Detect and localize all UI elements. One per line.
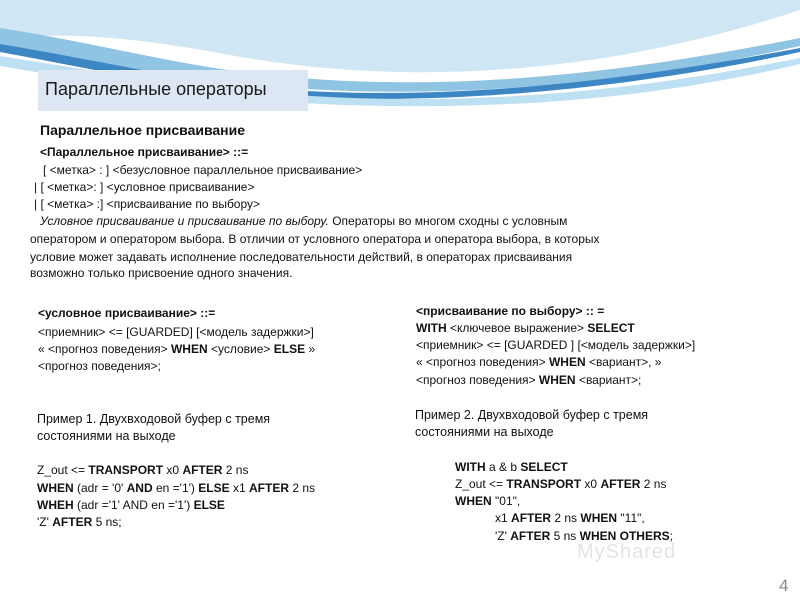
right-code-2-b: x0 xyxy=(584,477,598,491)
right-code-5-kw1: AFTER xyxy=(510,529,551,543)
grammar-line-1: <Параллельное присваивание> ::= xyxy=(40,145,249,159)
left-code-1-kw1: TRANSPORT xyxy=(88,463,164,477)
left-code-1-a: Z_out <= xyxy=(37,463,86,477)
left-code-4-kw: AFTER xyxy=(52,515,93,529)
left-syntax-line-4 xyxy=(38,358,161,374)
right-code-5-kw2: WHEN OTHERS xyxy=(579,529,670,543)
left-code-line-2 xyxy=(37,480,315,496)
left-syntax-op: ::= xyxy=(200,306,216,320)
right-code-5-c: ; xyxy=(669,529,673,543)
right-s4-when: WHEN xyxy=(548,355,586,369)
description-line-4: возможно только присвоение одного значения. xyxy=(30,266,293,280)
left-s2-a: <приемник> xyxy=(38,325,106,339)
right-code-3-kw: WHEN xyxy=(455,494,492,508)
left-syntax-line-3 xyxy=(38,341,315,357)
description-line-2: оператором и оператором выбора. В отличии от условного оператора и оператора выбора, в которых xyxy=(30,232,600,246)
left-code-3-kw1: WHEH xyxy=(37,498,74,512)
description-line-1 xyxy=(40,213,567,229)
right-code-2-c: 2 ns xyxy=(643,477,667,491)
right-s2-kw2: SELECT xyxy=(587,321,635,335)
right-s3-b: <= [GUARDED ] [ xyxy=(486,338,581,352)
watermark: MyShared xyxy=(577,541,677,563)
right-s4-b: <прогноз поведения> xyxy=(426,355,546,369)
right-syntax-op: :: = xyxy=(585,304,605,318)
left-s4-b: ; xyxy=(157,359,161,373)
left-s3-when: WHEN xyxy=(170,342,208,356)
right-code-line-1 xyxy=(455,459,568,475)
left-syntax-line-2 xyxy=(38,324,314,340)
right-code-1-kw1: WITH xyxy=(455,460,486,474)
right-s2-kw: WITH xyxy=(416,321,447,335)
right-code-4-b: 2 ns xyxy=(554,511,578,525)
left-code-4-b: 5 ns; xyxy=(95,515,122,529)
left-s3-a: « xyxy=(38,342,45,356)
right-s3-a: <приемник> xyxy=(416,338,484,352)
right-s4-a: « xyxy=(416,355,423,369)
right-syntax-head: <присваивание по выбору> xyxy=(416,304,583,318)
left-code-2-kw3: ELSE xyxy=(198,481,230,495)
left-code-line-4 xyxy=(37,514,122,530)
right-code-3-a: "01", xyxy=(495,494,521,508)
description-line-1-rest: Операторы во многом сходны с условным xyxy=(328,214,568,228)
right-s2-a: <ключевое выражение> xyxy=(450,321,585,335)
right-code-1-kw2: SELECT xyxy=(520,460,568,474)
left-code-line-3 xyxy=(37,497,225,513)
left-code-2-c: x1 xyxy=(232,481,246,495)
right-code-2-kw1: TRANSPORT xyxy=(506,477,582,491)
right-example-line-2: состояниями на выходе xyxy=(415,425,554,439)
left-s3-b: <прогноз поведения> xyxy=(48,342,168,356)
left-code-2-d: 2 ns xyxy=(292,481,316,495)
right-syntax-line-5 xyxy=(416,372,641,388)
left-s4-a: <прогноз поведения> xyxy=(38,359,158,373)
right-code-2-kw2: AFTER xyxy=(600,477,641,491)
description-lead: Условное присваивание и присваивание по выбору. xyxy=(40,214,329,228)
grammar-line-4: | [ <метка> :] <присваивание по выбору> xyxy=(34,197,261,211)
right-code-line-2 xyxy=(455,476,666,492)
right-code-1-a: a & b xyxy=(489,460,518,474)
right-code-line-4 xyxy=(495,510,645,526)
left-code-line-1 xyxy=(37,462,248,478)
right-code-5-b: 5 ns xyxy=(553,529,577,543)
left-example-line-1: Пример 1. Двухвходовой буфер с тремя xyxy=(37,412,271,426)
left-code-2-kw1: WHEN xyxy=(37,481,74,495)
left-code-2-kw4: AFTER xyxy=(249,481,289,495)
right-code-5-a: 'Z' xyxy=(495,529,507,543)
left-code-1-c: 2 ns xyxy=(225,463,249,477)
right-syntax-line-4 xyxy=(416,354,661,370)
right-s5-a: <прогноз поведения> xyxy=(416,373,536,387)
left-code-1-b: x0 xyxy=(166,463,180,477)
right-s5-c: <вариант>; xyxy=(578,373,642,387)
right-s3-c: <модель задержки>] xyxy=(580,338,696,352)
grammar-line-2: [ <метка> : ] <безусловное параллельное присваивание> xyxy=(43,163,363,177)
left-s3-d: » xyxy=(308,342,316,356)
left-code-2-b: en ='1') xyxy=(155,481,195,495)
left-code-1-kw2: AFTER xyxy=(182,463,223,477)
left-code-4-a: 'Z' xyxy=(37,515,49,529)
right-s5-when: WHEN xyxy=(538,373,576,387)
right-syntax-line-1 xyxy=(416,303,604,319)
description-line-3: условие может задавать исполнение последовательности действий, в операторах присваивания xyxy=(30,250,573,264)
left-code-2-a: (adr = '0' xyxy=(77,481,124,495)
right-example-line-1: Пример 2. Двухвходовой буфер с тремя xyxy=(415,408,649,422)
left-code-3-kw2: ELSE xyxy=(193,498,225,512)
right-s4-c: <вариант>, » xyxy=(588,355,662,369)
page-number: 4 xyxy=(779,576,789,595)
right-code-4-kw1: AFTER xyxy=(511,511,552,525)
left-s3-else: ELSE xyxy=(273,342,306,356)
left-syntax-line-1 xyxy=(38,305,215,321)
left-example-line-2: состояниями на выходе xyxy=(37,429,176,443)
left-syntax-head: <условное присваивание> xyxy=(38,306,197,320)
right-code-4-a: x1 xyxy=(495,511,508,525)
right-syntax-line-2 xyxy=(416,320,635,336)
left-s2-b: <= [GUARDED] [ xyxy=(108,325,200,339)
left-s3-c: <условие> xyxy=(210,342,271,356)
left-code-2-kw2: AND xyxy=(126,481,153,495)
section-heading: Параллельное присваивание xyxy=(40,122,246,138)
left-s2-c: <модель задержки>] xyxy=(199,325,314,339)
grammar-line-3: | [ <метка>: ] <условное присваивание> xyxy=(34,180,255,194)
slide-title: Параллельные операторы xyxy=(45,79,267,99)
right-code-line-3 xyxy=(455,493,520,509)
right-code-4-kw2: WHEN xyxy=(580,511,618,525)
title-box xyxy=(38,70,308,111)
right-code-2-a: Z_out <= xyxy=(455,477,504,491)
right-syntax-line-3 xyxy=(416,337,695,353)
right-code-4-c: "11", xyxy=(620,511,645,525)
left-code-3-a: (adr ='1' AND en ='1') xyxy=(77,498,191,512)
